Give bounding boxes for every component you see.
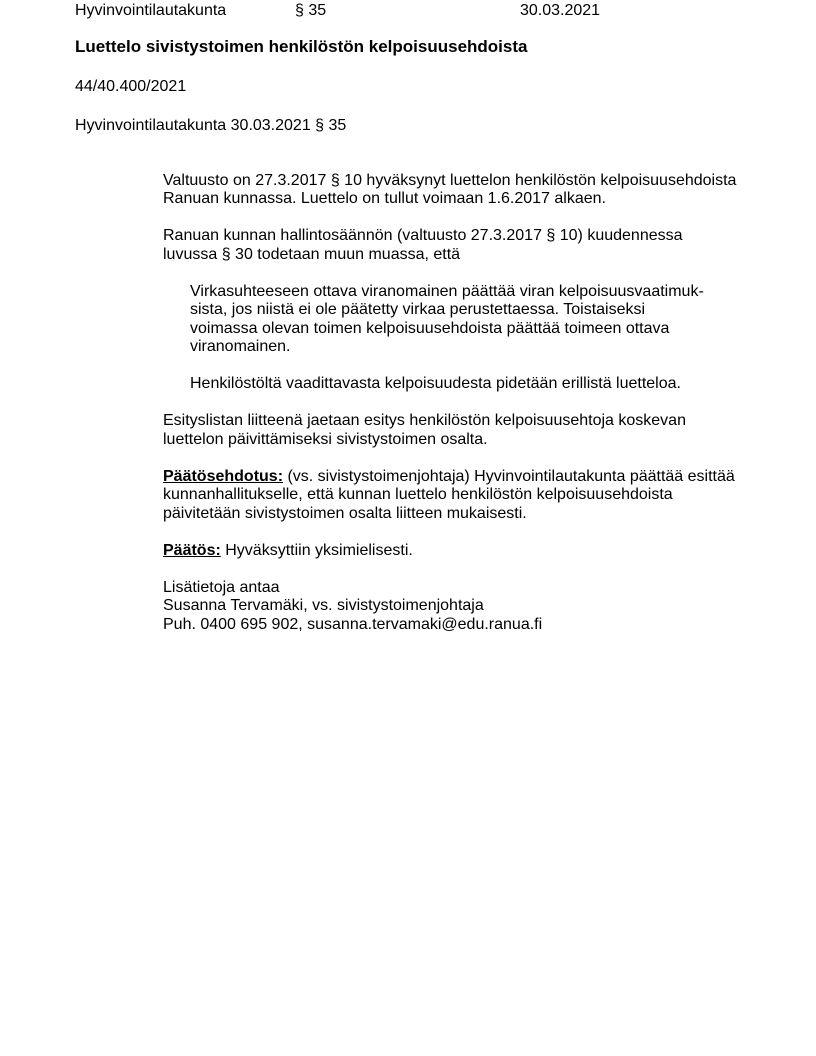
- decision-line: [163, 542, 763, 561]
- header-section-number: § 35: [295, 2, 327, 19]
- proposal-first-line-text: (vs. sivistystoimenjohtaja) Hyvinvointilautakunta päättää esittää: [283, 467, 735, 485]
- paragraph-line: luettelon päivittämiseksi sivistystoimen osalta.: [163, 430, 488, 448]
- contact-line-name: Susanna Tervamäki, vs. sivistystoimenjohtaja: [163, 597, 484, 614]
- paragraph-line: kunnanhallitukselle, että kunnan luettelo henkilöstön kelpoisuusehdoista: [163, 486, 673, 503]
- paragraph-line: sista, jos niistä ei ole päätetty virkaa perustettaessa. Toistaiseksi: [190, 301, 646, 318]
- decision-text: Hyväksyttiin yksimielisesti.: [220, 541, 413, 559]
- decision-label: Päätös:: [163, 541, 221, 559]
- paragraph-line: päivitetään sivistystoimen osalta liitteen mukaisesti.: [163, 504, 527, 522]
- case-number: 44/40.400/2021: [75, 77, 187, 95]
- paragraph-line: luvussa § 30 todetaan muun muassa, että: [163, 245, 461, 263]
- document-body: [163, 172, 763, 635]
- paragraph-paatosehdotus: [163, 468, 763, 524]
- contact-line-phone-email: Puh. 0400 695 902, susanna.tervamaki@edu.ranua.fi: [163, 615, 543, 633]
- page-margin-area: [75, 2, 755, 634]
- paragraph-line: Esityslistan liitteenä jaetaan esitys henkilöstön kelpoisuusehtoja koskevan: [163, 412, 686, 429]
- paragraph-esityslista: [163, 412, 763, 449]
- paragraph-line: Henkilöstöltä vaadittavasta kelpoisuudesta pidetään erillistä luetteloa.: [190, 375, 681, 392]
- paragraph-line: Virkasuhteeseen ottava viranomainen päättää viran kelpoisuusvaatimuk-: [190, 282, 704, 300]
- paragraph-hallintosaanto: [163, 227, 763, 264]
- paragraph-paatos: [163, 542, 763, 561]
- indented-quote-virkasuhde: [190, 283, 763, 357]
- paragraph-line: Ranuan kunnan hallintosäännön (valtuusto 27.3.2017 § 10) kuudennessa: [163, 227, 683, 244]
- paragraph-contact-info: [163, 579, 763, 635]
- sub-header-committee-date-section: Hyvinvointilautakunta 30.03.2021 § 35: [75, 116, 347, 134]
- document-header-row: [75, 2, 755, 21]
- header-committee-name: Hyvinvointilautakunta: [75, 2, 227, 19]
- paragraph-line: Valtuusto on 27.3.2017 § 10 hyväksynyt luettelon henkilöstön kelpoisuusehdoista: [163, 171, 737, 189]
- paragraph-line: Ranuan kunnassa. Luettelo on tullut voimaan 1.6.2017 alkaen.: [163, 190, 606, 207]
- contact-line-intro: Lisätietoja antaa: [163, 578, 280, 596]
- paragraph-line: voimassa olevan toimen kelpoisuusehdoista päättää toimeen ottava: [190, 319, 670, 337]
- paragraph-line: viranomainen.: [190, 338, 291, 355]
- header-meeting-date: 30.03.2021: [520, 2, 601, 19]
- proposal-label: Päätösehdotus:: [163, 467, 284, 485]
- proposal-first-line: [163, 468, 763, 487]
- document-title: Luettelo sivistystoimen henkilöstön kelpoisuusehdoista: [75, 36, 528, 56]
- indented-quote-henkilosto: [190, 375, 763, 394]
- paragraph-valtuusto: [163, 172, 763, 209]
